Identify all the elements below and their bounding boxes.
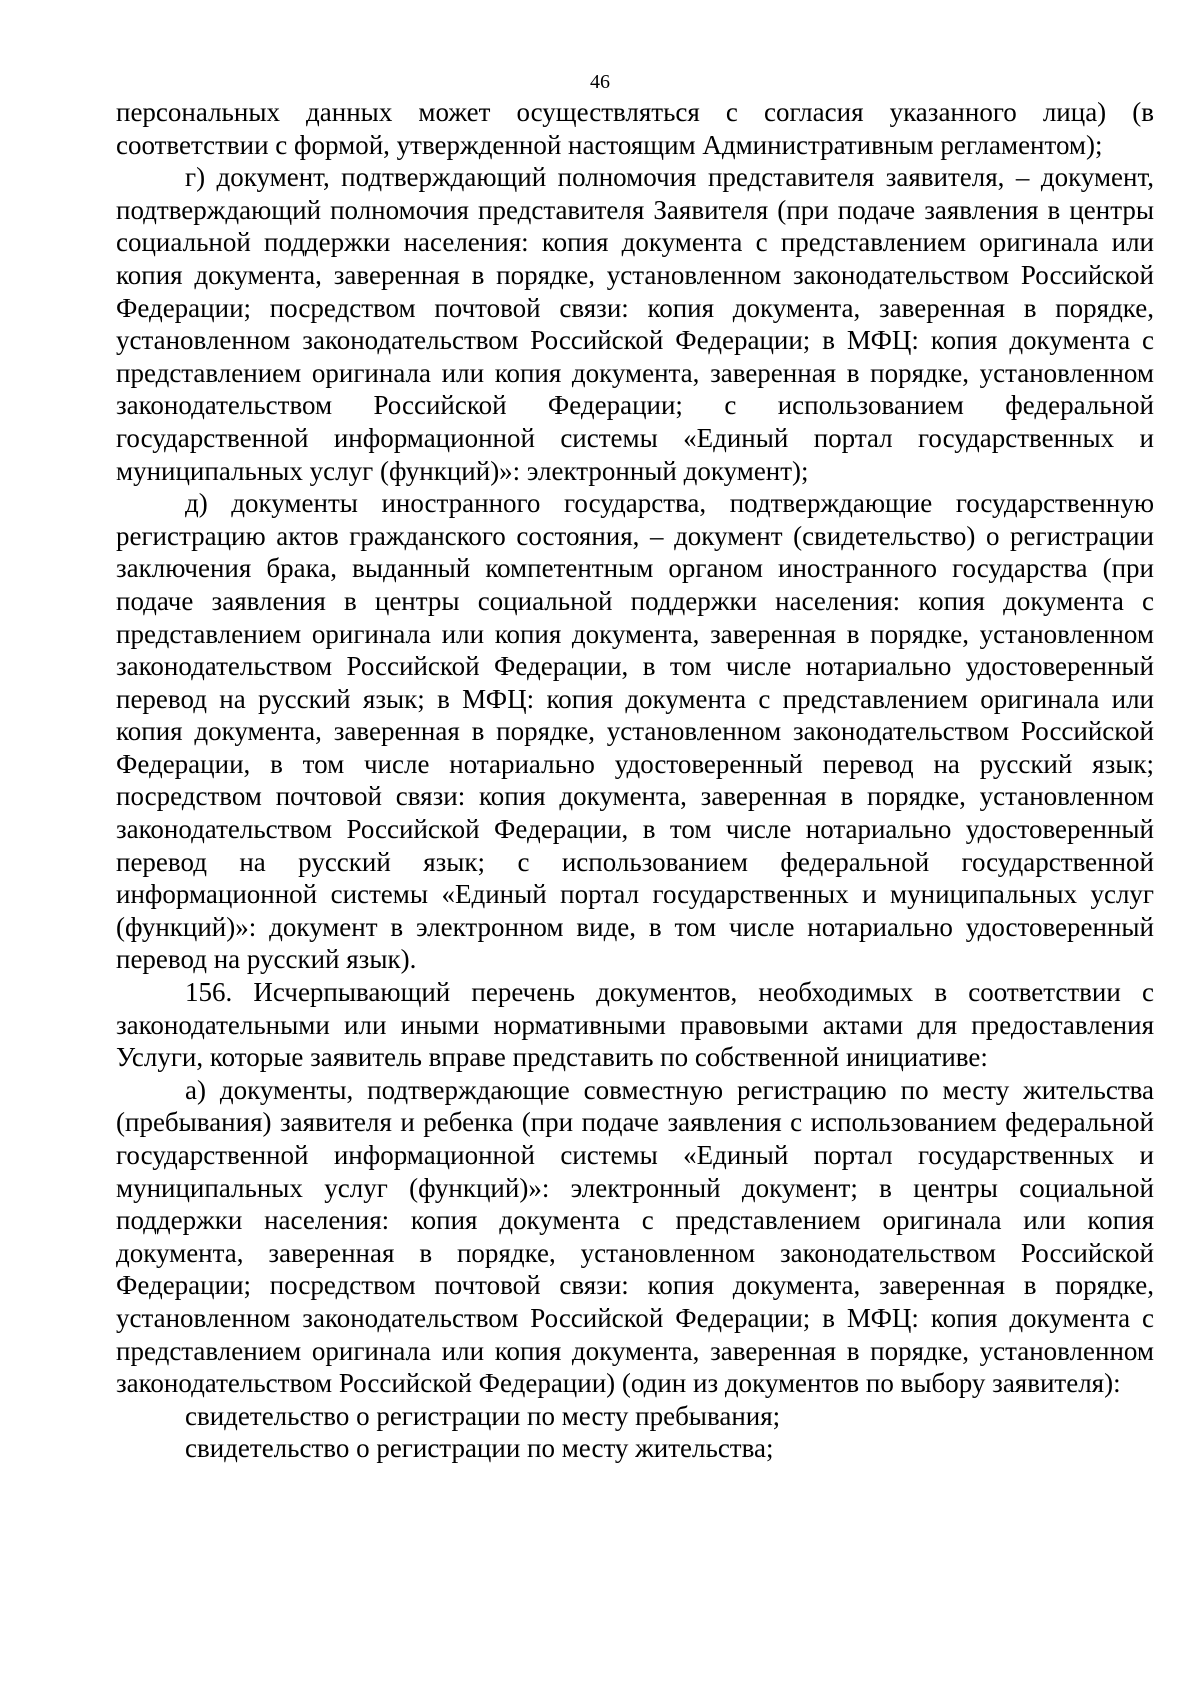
list-item-registration-stay: свидетельство о регистрации по месту пребывания; <box>185 1400 781 1431</box>
paragraph-item-g: г) документ, подтверждающий полномочия представителя заявителя, – документ, подтверждающий полномочия представителя Заявителя (при подаче заявления в центры социальной поддержки населения: копия документа с представлением оригинала или копия документа, заверенная в порядке, установленном законодательством Российской Федерации; посредством почтовой связи: копия документа, заверенная в порядке, установленном законодательством Российской Федерации; в МФЦ: копия документа с представлением оригинала или копия документа, заверенная в порядке, установленном законодательством Российской Федерации; с использованием федеральной государственной информационной системы «Единый портал государственных и муниципальных услуг (функций)»: электронный документ); <box>116 162 1154 486</box>
document-body <box>116 96 1154 1465</box>
page-number: 46 <box>590 71 610 93</box>
paragraph-item-156: 156. Исчерпывающий перечень документов, необходимых в соответствии с законодательными или иными нормативными правовыми актами для предоставления Услуги, которые заявитель вправе представить по собственной инициативе: <box>116 977 1154 1073</box>
paragraph-item-a: а) документы, подтверждающие совместную регистрацию по месту жительства (пребывания) заявителя и ребенка (при подаче заявления с использованием федеральной государственной информационной системы «Единый портал государственных и муниципальных услуг (функций)»: электронный документ; в центры социальной поддержки населения: копия документа с представлением оригинала или копия документа, заверенная в порядке, установленном законодательством Российской Федерации; посредством почтовой связи: копия документа, заверенная в порядке, установленном законодательством Российской Федерации; в МФЦ: копия документа с представлением оригинала или копия документа, заверенная в порядке, установленном законодательством Российской Федерации) (один из документов по выбору заявителя): <box>116 1074 1154 1399</box>
paragraph-continuation: персональных данных может осуществляться с согласия указанного лица) (в соответствии с формой, утвержденной настоящим Административным регламентом); <box>116 97 1154 160</box>
paragraph-item-d: д) документы иностранного государства, подтверждающие государственную регистрацию актов гражданского состояния, – документ (свидетельство) о регистрации заключения брака, выданный компетентным органом иностранного государства (при подаче заявления в центры социальной поддержки населения: копия документа с представлением оригинала или копия документа, заверенная в порядке, установленном законодательством Российской Федерации, в том числе нотариально удостоверенный перевод на русский язык; в МФЦ: копия документа с представлением оригинала или копия документа, заверенная в порядке, установленном законодательством Российской Федерации, в том числе нотариально удостоверенный перевод на русский язык; посредством почтовой связи: копия документа, заверенная в порядке, установленном законодательством Российской Федерации, в том числе нотариально удостоверенный перевод на русский язык; с использованием федеральной государственной информационной системы «Единый портал государственных и муниципальных услуг (функций)»: документ в электронном виде, в том числе нотариально удостоверенный перевод на русский язык). <box>116 488 1154 975</box>
list-item-registration-residence: свидетельство о регистрации по месту жительства; <box>185 1433 774 1464</box>
